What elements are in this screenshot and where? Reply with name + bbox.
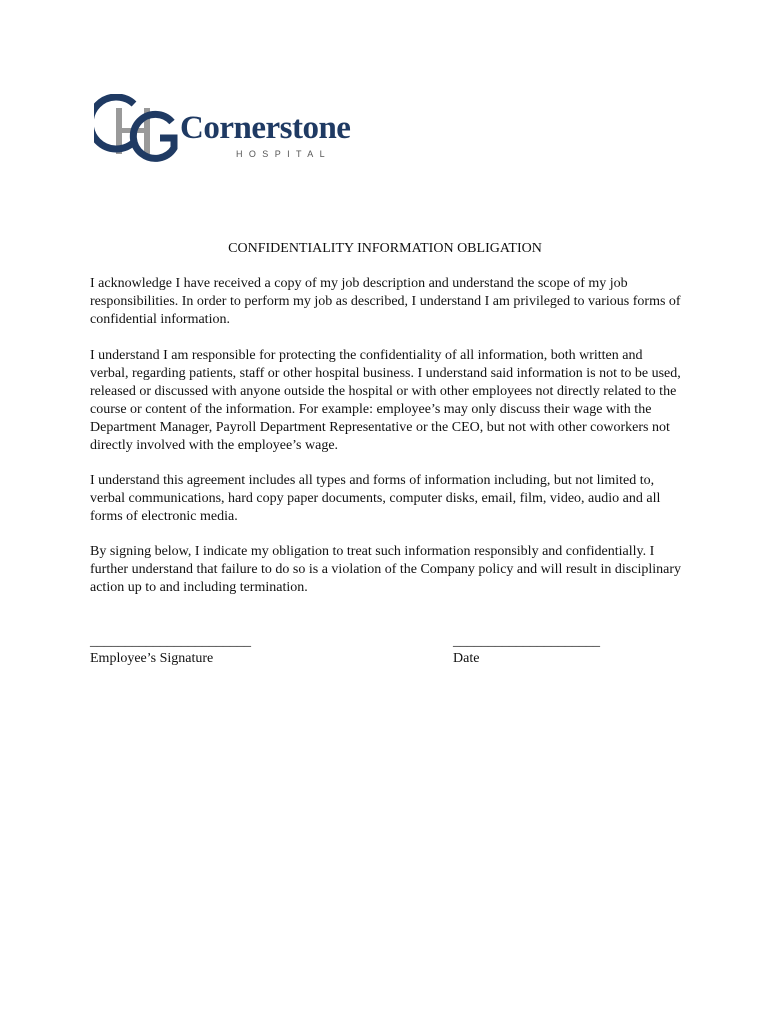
date-label: Date [453,651,480,666]
cornerstone-hospital-logo [94,94,394,166]
document-title: CONFIDENTIALITY INFORMATION OBLIGATION [228,241,542,256]
employee-signature-label: Employee’s Signature [90,651,214,666]
paragraph-scope: I understand this agreement includes all types and forms of information including, but not limited to, verbal communications, hard copy paper documents, computer disks, email, film, video, audio and all forms of electronic media. [90,473,661,524]
paragraph-obligation: By signing below, I indicate my obligation to treat such information responsibly and confidentially. I further understand that failure to do so is a violation of the Company policy and will result in disciplinary action up to and including termination. [90,544,681,595]
logo-wordmark: Cornerstone [180,110,351,146]
chg-monogram-icon [94,94,184,166]
employee-signature-line: _______________________ [90,634,251,649]
date-line: _____________________ [453,634,600,649]
logo-subtitle: HOSPITAL [236,149,332,159]
paragraph-responsibility: I understand I am responsible for protecting the confidentiality of all information, both written and verbal, regarding patients, staff or other hospital business. I understand said information is not to be used, released or discussed with anyone outside the hospital or with other employees not directly related to the course or content of the information. For example: employee’s may only discuss their wage with the Department Manager, Payroll Department Representative or the CEO, but not with other coworkers not directly involved with the employee’s wage. [90,348,681,453]
paragraph-acknowledgement: I acknowledge I have received a copy of my job description and understand the scope of my job responsibilities. In order to perform my job as described, I understand I am privileged to various forms of confidential information. [90,276,681,327]
